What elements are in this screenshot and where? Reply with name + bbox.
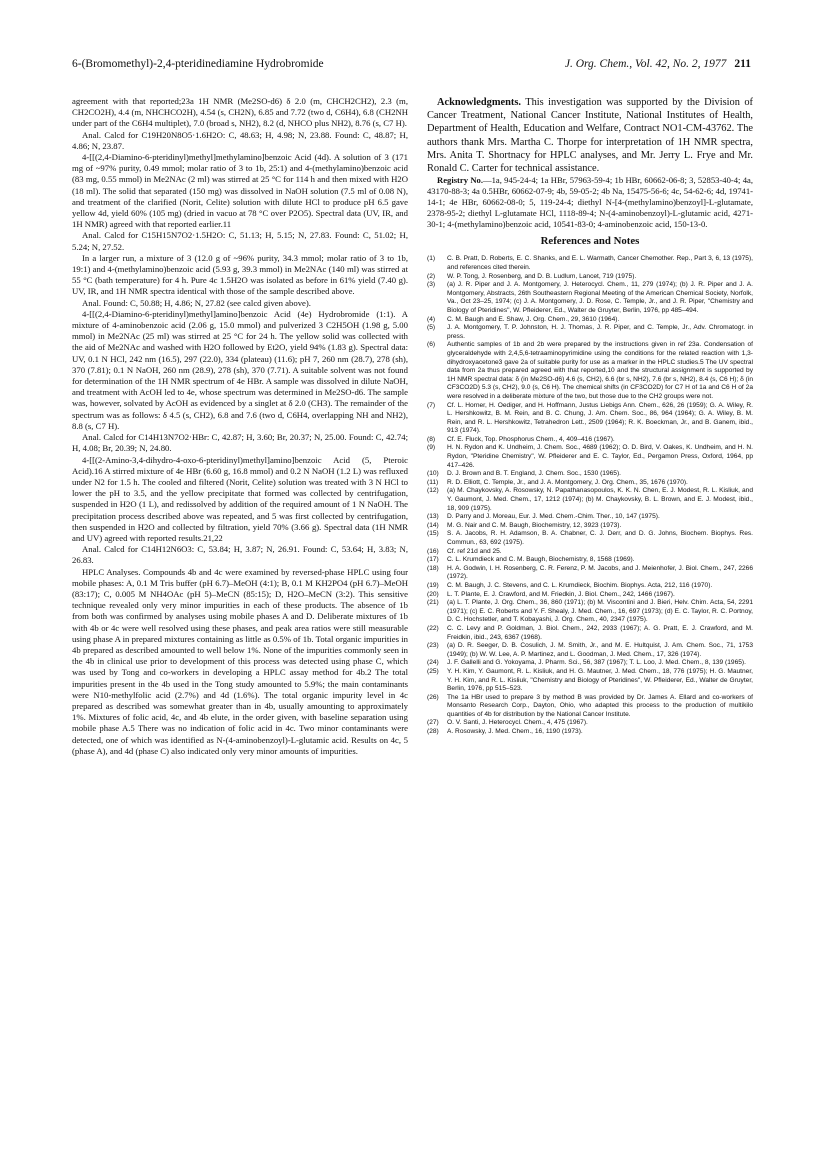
reference-number: (27)	[427, 719, 439, 727]
reference-item	[427, 625, 753, 642]
registry-text: —1a, 945-24-4; 1a HBr, 57963-59-4; 1b HBr, 60662-06-8; 3, 52853-40-4; 4a, 43170-88-3; 4a 0.5HBr, 60662-07-9; 4b, 59-05-2; 4b Na, 15475-56-6; 4c, 54-62-6; 4d, 19741-14-1; 4e HBr, 60662-08-0; 5, 119-24-4; diethyl N-[4-(methylamino)benzoyl]-L-glutamate, 2378-95-2; diethyl L-glutamate HCl, 1118-89-4; N-(4-aminobenzoyl)-L-glutamic acid, 4271-30-1; 4-(methylamino)benzoic acid, 10541-83-0; 4-aminobenzoic acid, 150-13-0.	[427, 175, 753, 230]
reference-text: J. F. Gallelli and G. Yokoyama, J. Pharm. Sci., 56, 387 (1967); T. L. Loo, J. Med. Chem., 8, 139 (1965).	[447, 659, 746, 667]
reference-item	[427, 591, 753, 600]
reference-text: Cf. L. Horner, H. Oediger, and H. Hoffmann, Justus Liebigs Ann. Chem., 626, 26 (1959); G. A. Wiley, R. L. Hershkowitz, B. M. Rein, and B. C. Chung, J. Am. Chem. Soc., 86, 964 (1964); G. A. Wiley, B. M. Rein, and R. L. Hershkowitz, Tetrahedron Lett., 2509 (1964); R. K. Boeckman, Jr., and B. Ganem, ibid., 913 (1974).	[447, 401, 753, 435]
body-paragraph: 4-[[(2,4-Diamino-6-pteridinyl)methyl]amino]benzoic Acid (4e) Hydrobromide (1:1). A mixture of 4-aminobenzoic acid (2.06 g, 15.0 mmol) and pulverized 3 C2H5OH (1.98 g, 5.00 mmol) in Me2NAc (25 ml) was stirred at 25 °C for 24 h. The yellow solid was collected with the aid of Me2NAc and washed with H2O followed by Et2O, yield 94% (1.83 g). Spectral data: UV, 0.1 N HCl, 242 nm (16.5), 297 (22.0), 334 (plateau) (11.6); pH 7, 260 nm (28.7), 278 (sh), 370 (7.81); 0.1 N NaOH, 260 nm (28.9), 278 (sh), 370 (7.71). A suitable solvent was not found for determination of the 1H NMR spectrum of 4e HBr. A sample was dissolved in dilute NaOH, and treatment with AcOH led to 4e, whose spectrum was determined in Me2SO-d6. The sample was, however, solvated by AcOH as evidenced by a singlet at δ 2.0 (CH3). The remainder of the spectrum was as follows: δ 4.5 (s, CH2), 6.8 and 7.6 (two d, C6H4, overlapping NH and NH2), 8.8 (s, C7 H).	[72, 308, 408, 431]
reference-item	[427, 487, 753, 513]
reference-text: W. P. Tong, J. Rosenberg, and D. B. Ludlum, Lancet, 719 (1975).	[447, 272, 637, 280]
reference-number: (21)	[427, 599, 439, 607]
reference-number: (9)	[427, 444, 436, 452]
reference-item	[427, 728, 753, 737]
reference-text: The 1a HBr used to prepare 3 by method B was provided by Dr. James A. Ellard and co-workers of Monsanto Research Corp., Dayton, Ohio, who adapted this process to the production of multikilo quantities of 4b for distribution by the National Cancer Institute.	[447, 693, 753, 718]
reference-item	[427, 659, 753, 668]
reference-text: D. Parry and J. Moreau, Eur. J. Med. Chem.-Chim. Ther., 10, 147 (1975).	[447, 513, 660, 521]
reference-number: (18)	[427, 564, 439, 572]
reference-text: C. L. Krumdieck and C. M. Baugh, Biochemistry, 8, 1568 (1969).	[447, 556, 635, 564]
reference-number: (19)	[427, 581, 439, 589]
reference-text: H. N. Rydon and K. Undheim, J. Chem. Soc., 4689 (1962); O. D. Bird, V. Oakes, K. Undheim, and H. N. Rydon, "Pteridine Chemistry", W. Pfleiderer and E. C. Taylor, Ed., Pergamon Press, Oxford, 1964, pp 417–426.	[447, 444, 753, 469]
acknowledgments-text: This investigation was supported by the Division of Cancer Treatment, National Cancer Institute, National Institutes of Health, Department of Health, Education and Welfare, Contract NO1-CM-43762. The authors thank Mrs. Martha C. Thorpe for interpretation of 1H NMR spectra, Mrs. Anita T. Shortnacy for HPLC analyses, and Mr. Jerry L. Frye and Mr. Ronald C. Carter for technical assistance.	[427, 97, 753, 175]
references-list	[427, 255, 753, 736]
left-column	[72, 96, 408, 757]
reference-text: (a) J. R. Piper and J. A. Montgomery, J. Heterocycl. Chem., 11, 279 (1974); (b) J. R. Piper and J. A. Montgomery, Abstracts, 26th Southeastern Regional Meeting of the American Chemical Society, Norfolk, Va., Oct 23–25, 1974; (c) J. A. Montgomery, J. D. Rose, C. Temple, Jr., and J. R. Piper, "Chemistry and Biology of Pteridines", W. Pfleiderer, Ed., Walter de Gruyter, Berlin, 1976, pp 485–494.	[447, 281, 753, 314]
reference-number: (26)	[427, 693, 439, 701]
reference-number: (7)	[427, 401, 436, 409]
reference-number: (4)	[427, 315, 436, 323]
reference-number: (1)	[427, 255, 436, 263]
header-journal: J. Org. Chem., Vol. 42, No. 2, 1977	[564, 58, 727, 70]
reference-number: (13)	[427, 513, 439, 521]
reference-item	[427, 316, 753, 325]
reference-text: J. A. Montgomery, T. P. Johnston, H. J. Thomas, J. R. Piper, and C. Temple, Jr., Adv. Chromatogr. in press.	[447, 324, 753, 340]
body-paragraph: 4-[[(2-Amino-3,4-dihydro-4-oxo-6-pteridinyl)methyl]amino]benzoic Acid (5, Pteroic Acid).16 A stirred mixture of 4e HBr (6.60 g, 16.8 mmol) and 0.2 N NaOH (1.2 L) was refluxed under N2 for 1.5 h. The cooled and filtered (Norit, Celite) solution was treated with 3 N HCl to lower the pH to 3.5, and the yellow precipitate that formed was collected by centrifugation, suspended in H2O (1 L), and redissolved by addition of the required amount of 1 N NaOH. The precipitation process described above was repeated, and 5 was first collected by centrifugation, then suspended in H2O and collected by filtration, yield 70% (3.66 g). Spectral data (1H NMR and UV) agreed with reported results.21,22	[72, 454, 408, 543]
reference-number: (11)	[427, 478, 439, 486]
reference-item	[427, 436, 753, 445]
acknowledgments-heading: Acknowledgments.	[437, 97, 521, 108]
reference-text: Authentic samples of 1b and 2b were prepared by the instructions given in ref 23a. Condensation of glyceraldehyde with 2,4,5,6-tetraaminopyrimidine using the conditions for the related reaction with 1,3-dihydroxyacetone3 gave 2a of suitable purity for use as a marker in the HPLC studies.5 The UV spectral data from 2a thus prepared agreed with that reported,10 and the structural assignment is supported by 1H NMR spectral data: δ (in Me2SO-d6) 4.6 (s, CH2), 6.6 (br s, NH2), 7.6 (br s, NH2), 8.4 (s, C6 H); δ (in CF3CO2D) 5.3 (s, CH2), 9.0 (s, C6 H). The chemical shifts (in CF3CO2D) for C7 H of 1a and C6 H of 2a were resolved in a deliberate mixture of the two, but those due to the CH2 groups were not.	[447, 341, 753, 400]
reference-item	[427, 470, 753, 479]
reference-text: H. A. Godwin, I. H. Rosenberg, C. R. Ferenz, P. M. Jacobs, and J. Meienhofer, J. Biol. Chem., 247, 2266 (1972).	[447, 564, 753, 581]
reference-text: C. B. Pratt, D. Roberts, E. C. Shanks, and E. L. Warmath, Cancer Chemother. Rep., Part 3, 6, 13 (1975), and references cited therein.	[447, 255, 753, 272]
reference-text: L. T. Plante, E. J. Crawford, and M. Friedkin, J. Biol. Chem., 242, 1466 (1967).	[447, 590, 675, 598]
reference-item	[427, 599, 753, 625]
reference-text: R. D. Elliott, C. Temple, Jr., and J. A. Montgomery, J. Org. Chem., 35, 1676 (1970).	[447, 478, 688, 486]
body-paragraph: Anal. Calcd for C19H20N8O5·1.6H2O: C, 48.63; H, 4.98; N, 23.88. Found: C, 48.87; H, 4.86; N, 23.87.	[72, 129, 408, 151]
reference-text: (a) D. R. Seeger, D. B. Cosulich, J. M. Smith, Jr., and M. E. Hultquist, J. Am. Chem. Soc., 71, 1753 (1949); (b) W. W. Lee, A. P. Martinez, and L. Goodman, J. Med. Chem., 17, 326 (1974).	[447, 642, 753, 658]
reference-item	[427, 565, 753, 582]
registry-numbers	[427, 175, 753, 230]
reference-item	[427, 694, 753, 720]
reference-text: C. M. Baugh and E. Shaw, J. Org. Chem., 29, 3610 (1964).	[447, 315, 620, 323]
body-paragraph: In a larger run, a mixture of 3 (12.0 g of ~96% purity, 34.3 mmol; molar ratio of 3 to 1b, 19:1) and 4-(methylamino)benzoic acid (5.93 g, 39.3 mmol) in Me2NAc (140 ml) was stirred at 55 °C (bath temperature) for 4 h. Pure 4c 1.5H2O was isolated as before in 61% yield (7.40 g). UV, IR, and 1H NMR spectra identical with those of the sample described above.	[72, 252, 408, 297]
reference-number: (16)	[427, 547, 439, 555]
reference-text: S. A. Jacobs, R. H. Adamson, B. A. Chabner, C. J. Derr, and D. G. Johns, Biochem. Biophys. Res. Commun., 63, 692 (1975).	[447, 530, 753, 547]
references-heading: References and Notes	[540, 235, 640, 248]
reference-number: (3)	[427, 281, 436, 289]
reference-number: (23)	[427, 642, 439, 650]
reference-item	[427, 582, 753, 591]
reference-number: (28)	[427, 728, 439, 736]
reference-item	[427, 402, 753, 436]
reference-text: C. C. Levy and P. Goldman, J. Biol. Chem., 242, 2933 (1967); A. G. Pratt, E. J. Crawford, and M. Freidkin, ibid., 243, 6367 (1968).	[447, 624, 753, 641]
running-header	[72, 58, 751, 78]
body-paragraph: agreement with that reported;23a 1H NMR (Me2SO-d6) δ 2.0 (m, CHCH2CH2), 2.3 (m, CH2CO2H), 4.4 (m, NHCHCO2H), 4.54 (s, CH2N), 6.85 and 7.72 (two d, C6H4), 6.8 (CH2NH under part of the C6H4 multiplet), 7.0 (broad s, NH2), 8.2 (d, NHCO plus NH2), 8.76 (s, C7 H).	[72, 96, 408, 129]
reference-item	[427, 522, 753, 531]
reference-item	[427, 642, 753, 659]
reference-text: M. G. Nair and C. M. Baugh, Biochemistry, 12, 3923 (1973).	[447, 521, 622, 529]
body-paragraph: Anal. Calcd for C14H12N6O3: C, 53.84; H, 3.87; N, 26.91. Found: C, 53.64; H, 3.83; N, 26.83.	[72, 544, 408, 566]
reference-item	[427, 324, 753, 341]
reference-number: (15)	[427, 530, 439, 538]
reference-text: (a) M. Chaykovsky, A. Rosowsky, N. Papathanasopoulos, K. K. N. Chen, E. J. Modest, R. L. Kisliuk, and Y. Gaumont, J. Med. Chem., 17, 1212 (1974); (b) M. Chaykovsky, B. L. Brown, and E. J. Modest, ibid., 18, 909 (1975).	[447, 487, 753, 512]
reference-number: (5)	[427, 324, 436, 332]
header-title: 6-(Bromomethyl)-2,4-pteridinediamine Hydrobromide	[72, 58, 324, 70]
reference-number: (17)	[427, 556, 439, 564]
reference-item	[427, 273, 753, 282]
reference-number: (8)	[427, 435, 436, 443]
body-paragraph: HPLC Analyses. Compounds 4b and 4c were examined by reversed-phase HPLC using four mobile phases: A, 0.1 M Tris buffer (pH 6.7)–MeOH (4:1); B, 0.1 M KH2PO4 (pH 6.7)–MeOH (83:17); C, 0.005 M NH4OAc (pH 5)–MeCN (85:15); D, H2O–MeCN (3:2). This sensitive technique revealed only very minor impurities in each of these products. The absence of 1b from both was confirmed by analyses using mobile phases A and D. Deliberate mixtures of 1b with 4b or 4c were well resolved using these phases, and peak area ratios were still measurable using phase A in prepared mixtures containing as little as 0.5% of 1b. Total organic impurities in 4b prepared as described amounted to well below 1%. None of the impurities commonly seen in the 4b in clinical use prior to development of this process was detected using phase C, which was used by Tong and co-workers in developing a HPLC assay method for 4b.2 The total impurities present in the 4b used in the Tong study amounted to 5.9%; the main contaminants were N10-methylfolic acid (2.7%) and 4d (1.6%). The total organic impurity level in 4c prepared as described was somewhat greater than in 4b, usually amounting to approximately 1%. Mixtures of folic acid, 4c, and 4b elute, in the order given, with baseline separation using mobile phase A.5 There was no indication of folic acid in 4c. Two minor contaminants were detected, one of which was identified as N-(4-aminobenzoyl)-L-glutamic acid. Results on 4c, 5 (phase A), and 4d (phase C) also indicated only very minor amounts of impurities.	[72, 566, 408, 756]
reference-text: C. M. Baugh, J. C. Stevens, and C. L. Krumdieck, Biochim. Biophys. Acta, 212, 116 (1970).	[447, 581, 713, 589]
reference-text: Cf. ref 21d and 25.	[447, 547, 502, 555]
body-paragraph: Anal. Calcd for C14H13N7O2·HBr: C, 42.87; H, 3.60; Br, 20.37; N, 25.00. Found: C, 42.74; H, 4.08; Br, 20.39; N, 24.80.	[72, 432, 408, 454]
reference-text: Cf. E. Fluck, Top. Phosphorus Chem., 4, 409–416 (1967).	[447, 435, 615, 443]
reference-number: (6)	[427, 341, 436, 349]
page-number: 211	[734, 58, 751, 70]
reference-number: (22)	[427, 624, 439, 632]
reference-text: A. Rosowsky, J. Med. Chem., 16, 1190 (1973).	[447, 728, 583, 736]
reference-item	[427, 668, 753, 694]
reference-text: Y. H. Kim, Y. Gaumont, R. L. Kisliuk, and H. G. Mautner, J. Med. Chem., 18, 776 (1975); H. G. Mautner, Y. H. Kim, and R. L. Kisliuk, "Chemistry and Biology of Pteridines", W. Pfleiderer, Ed., Walter de Gruyter, Berlin, 1976, pp 515–523.	[447, 667, 753, 693]
reference-number: (24)	[427, 659, 439, 667]
acknowledgments	[427, 96, 753, 175]
reference-item	[427, 719, 753, 728]
reference-item	[427, 255, 753, 272]
header-citation	[565, 58, 751, 78]
reference-number: (2)	[427, 272, 436, 280]
reference-item	[427, 513, 753, 522]
reference-item	[427, 281, 753, 315]
reference-number: (12)	[427, 487, 439, 495]
reference-item	[427, 341, 753, 401]
reference-item	[427, 444, 753, 470]
reference-number: (20)	[427, 590, 439, 598]
registry-heading: Registry No.	[437, 175, 483, 186]
reference-text: (a) L. T. Plante, J. Org. Chem., 36, 860 (1971); (b) M. Viscontini and J. Bieri, Helv. Chim. Acta, 54, 2291 (1971); (c) E. C. Roberts and Y. F. Shealy, J. Med. Chem., 16, 697 (1973); (d) E. C. Taylor, R. C. Portnoy, D. C. Hochstetler, and T. Kobayashi, J. Org. Chem., 40, 2347 (1975).	[447, 599, 753, 624]
reference-item	[427, 548, 753, 557]
body-paragraph: 4-[[(2,4-Diamino-6-pteridinyl)methyl]methylamino]benzoic Acid (4d). A solution of 3 (171 mg of ~97% purity, 0.49 mmol; molar ratio of 3 to 1b, 25:1) and 4-(methylamino)benzoic acid (83 mg, 0.55 mmol) in Me2NAc (2 ml) was stirred at 25 °C for 114 h and then mixed with H2O (18 ml). The solid that separated (150 mg) was dissolved in NaOH solution (7.5 ml of 0.08 N), and treatment of the clarified (Norit, Celite) solution with dilute HCl to produce pH 6.5 gave yellow 4d, yield 60% (105 mg) (dried in vacuo at 78 °C over P2O5). Spectral data (UV, IR, and 1H NMR) agreed with that reported earlier.11	[72, 152, 408, 230]
reference-number: (25)	[427, 667, 439, 675]
reference-item	[427, 479, 753, 488]
body-paragraph: Anal. Calcd for C15H15N7O2·1.5H2O: C, 51.13; H, 5.15; N, 27.83. Found: C, 51.02; H, 5.24; N, 27.52.	[72, 230, 408, 252]
body-paragraph: Anal. Found: C, 50.88; H, 4.86; N, 27.82 (see calcd given above).	[82, 297, 311, 308]
reference-text: D. J. Brown and B. T. England, J. Chem. Soc., 1530 (1965).	[447, 470, 621, 478]
reference-number: (14)	[427, 521, 439, 529]
reference-item	[427, 556, 753, 565]
right-column	[427, 96, 753, 737]
reference-number: (10)	[427, 470, 439, 478]
reference-text: O. V. Santi, J. Heterocycl. Chem., 4, 475 (1967).	[447, 719, 588, 727]
reference-item	[427, 530, 753, 547]
